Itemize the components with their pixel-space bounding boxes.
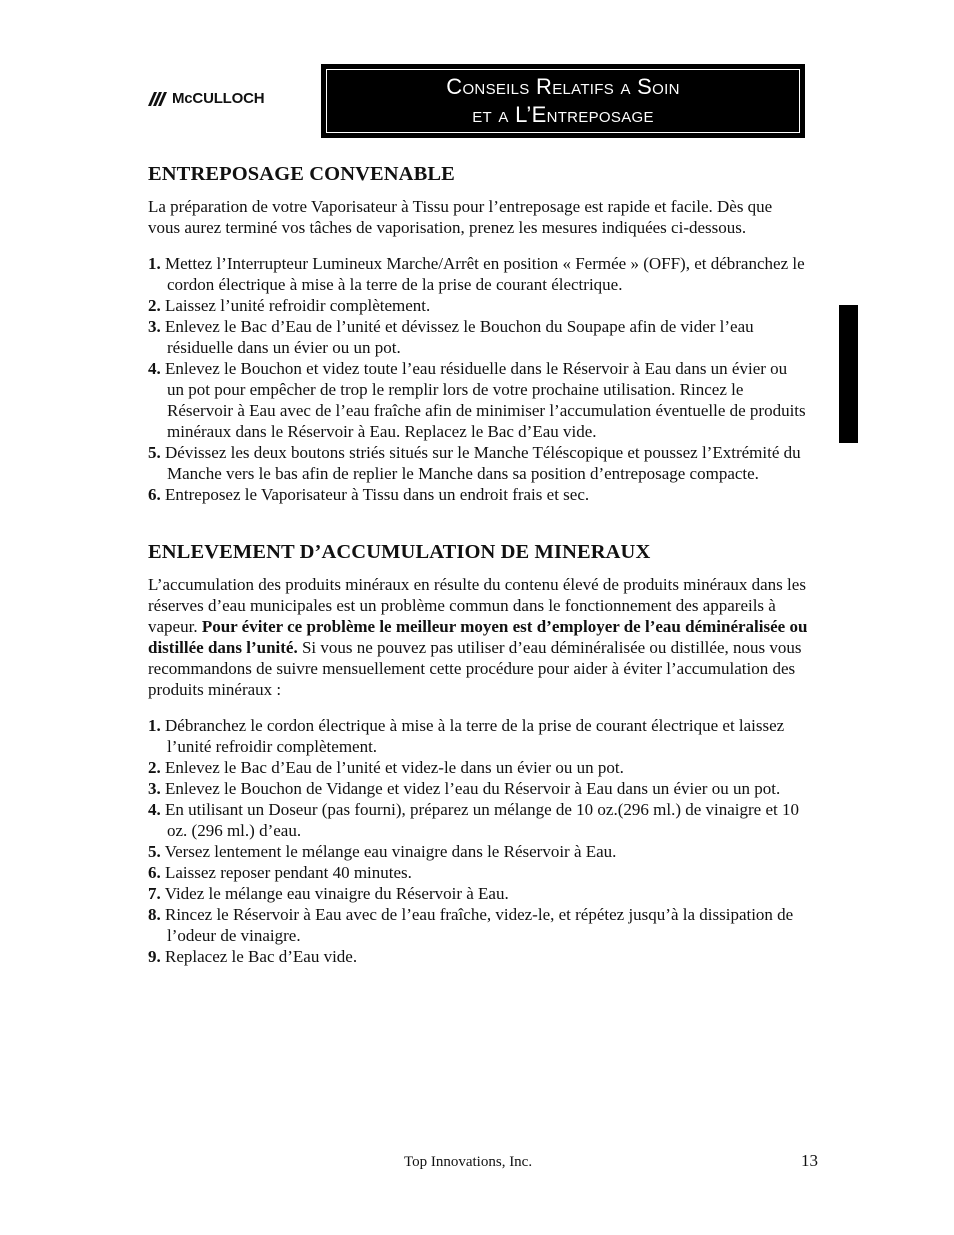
list-item: 2. Enlevez le Bac d’Eau de l’unité et videz-le dans un évier ou un pot. [148,758,624,777]
section-intro: L’accumulation des produits minéraux en résulte du contenu élevé de produits minéraux dans les réserves d’eau municipales est un problème commun dans le fonctionnement des appareils à vapeur. Pour éviter ce problème le meilleur moyen est d’employer de l’eau déminéralisée ou distillée dans l’unité. Si vous ne pouvez pas utiliser d’eau déminéralisée ou distillée, nous vous recommandons de suivre mensuellement cette procédure pour aider à éviter l’accumulation des produits minéraux : [148,575,808,699]
logo-wordmark: McCULLOCH [172,90,265,107]
section-intro: La préparation de votre Vaporisateur à Tissu pour l’entreposage est rapide et facile. Dès que vous aurez terminé vos tâches de vaporisation, prenez les mesures indiquées ci-dessous. [148,197,773,237]
list-item: 2. Laissez l’unité refroidir complètement. [148,296,431,315]
list-item: 6. Laissez reposer pendant 40 minutes. [148,863,412,882]
list-item: 5. Dévissez les deux boutons striés situés sur le Manche Téléscopique et poussez l’Extrémité du Manche vers le bas afin de replier le Manche dans sa position d’entreposage compacte. [148,443,801,483]
page-title-box [321,64,805,138]
list-item: 4. En utilisant un Doseur (pas fourni), préparez un mélange de 10 oz.(296 ml.) de vinaigre et 10 oz. (296 ml.) d’eau. [148,800,799,840]
list-item: 3. Enlevez le Bouchon de Vidange et videz l’eau du Réservoir à Eau dans un évier ou un pot. [148,779,781,798]
brand-logo [148,90,264,107]
section-storage [148,160,808,505]
list-item: 1. Mettez l’Interrupteur Lumineux Marche/Arrêt en position « Fermée » (OFF), et débranchez le cordon électrique à mise à la terre de la prise de courant électrique. [148,254,805,294]
section-spacer [148,505,808,538]
mcculloch-stripes-icon [148,92,170,106]
storage-steps-list [148,253,808,505]
mineral-steps-list [148,715,808,967]
list-item: 7. Videz le mélange eau vinaigre du Réservoir à Eau. [148,884,509,903]
section-heading: ENTREPOSAGE CONVENABLE [148,163,455,185]
list-item: 9. Replacez le Bac d’Eau vide. [148,947,358,966]
section-mineral-removal [148,538,808,967]
section-heading: ENLEVEMENT D’ACCUMULATION DE MINERAUX [148,541,651,563]
list-item: 4. Enlevez le Bouchon et videz toute l’eau résiduelle dans le Réservoir à Eau dans un évier ou un pot pour empêcher de trop le remplir lors de votre prochaine utilisation. Rincez le Réservoir à Eau avec de l’eau fraîche afin de minimiser l’accumulation éventuelle de produits minéraux dans le Réservoir à Eau. Replacez le Bac d’Eau vide. [148,359,806,441]
page-title-line-2: et a L’Entreposage [472,102,654,127]
list-item: 1. Débranchez le cordon électrique à mise à la terre de la prise de courant électrique et laissez l’unité refroidir complètement. [148,716,785,756]
page-title-inner [326,69,800,133]
footer-company: Top Innovations, Inc. [404,1154,533,1170]
page-number: 13 [801,1151,818,1170]
list-item: 6. Entreposez le Vaporisateur à Tissu dans un endroit frais et sec. [148,485,590,504]
main-content [148,160,808,967]
section-tab-marker [839,305,858,443]
intro-emphasis: Pour éviter ce problème le meilleur moyen est d’employer de l’eau déminéralisée ou distillée dans l’unité. [148,617,808,657]
list-item: 3. Enlevez le Bac d’Eau de l’unité et dévissez le Bouchon du Soupape afin de vider l’eau résiduelle dans un évier ou un pot. [148,317,754,357]
page-title-line-1: Conseils Relatifs a Soin [446,74,680,99]
list-item: 8. Rincez le Réservoir à Eau avec de l’eau fraîche, videz-le, et répétez jusqu’à la dissipation de l’odeur de vinaigre. [148,905,794,945]
list-item: 5. Versez lentement le mélange eau vinaigre dans le Réservoir à Eau. [148,842,617,861]
